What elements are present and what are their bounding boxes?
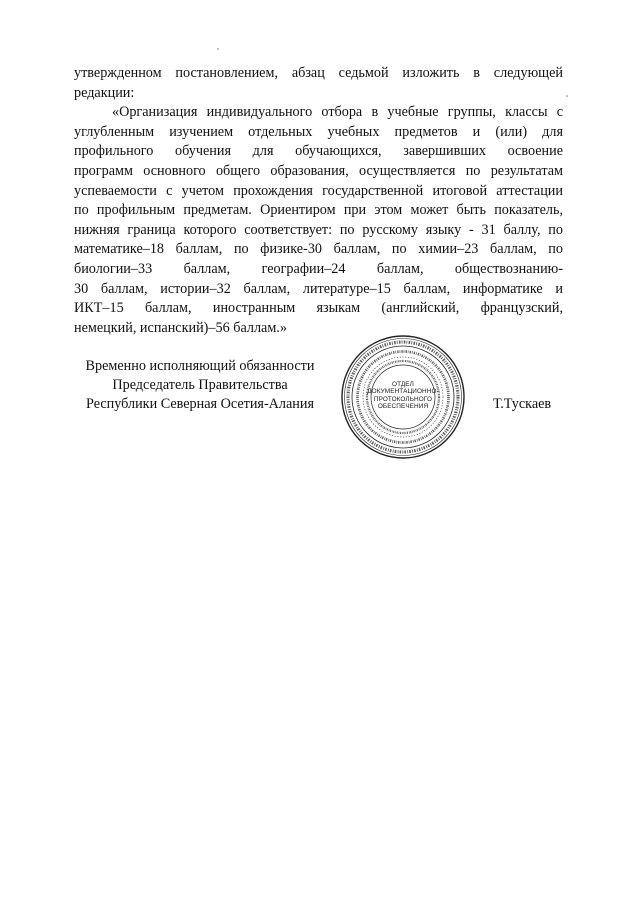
signatory-title	[60, 357, 340, 414]
scan-speck	[566, 95, 568, 97]
signatory-title-line: Председатель Правительства	[112, 377, 288, 393]
text-line: углубленным изучением отдельных учебных предметов и (или) для	[74, 123, 563, 140]
text-line: нижняя граница которого соответствует: по русскому языку - 31 баллу, по	[74, 221, 563, 238]
stamp-text-line: ПРОТОКОЛЬНОГО	[373, 395, 433, 403]
scan-speck	[217, 48, 219, 50]
text-line: «Организация индивидуального отбора в учебные группы, классы с	[112, 104, 563, 121]
text-line: по профильным предметам. Ориентиром при этом может быть показатель,	[74, 202, 563, 219]
text-line: профильного обучения для обучающихся, завершивших освоение	[74, 143, 563, 160]
stamp-text-line: ОБЕСПЕЧЕНИЯ	[377, 403, 429, 411]
official-stamp	[340, 334, 466, 460]
text-line: математике–18 баллам, по физике-30 баллам, по химии–23 баллам, по	[74, 241, 563, 258]
stamp-text-line: ОТДЕЛ	[392, 381, 414, 388]
text-line: редакции:	[74, 84, 135, 101]
signatory-title-line: Республики Северная Осетия-Алания	[85, 396, 314, 412]
text-line: программ основного общего образования, осуществляется по результатам	[74, 162, 563, 179]
stamp-center-text	[340, 381, 466, 411]
text-line: биологии–33 баллам, географии–24 баллам, обществознанию-	[74, 260, 563, 277]
text-line: утвержденном постановлением, абзац седьмой изложить в следующей	[74, 65, 563, 81]
body-text	[74, 64, 563, 338]
text-line: успеваемости с учетом прохождения государственной итоговой аттестации	[74, 182, 563, 199]
text-line: немецкий, испанский)–56 баллам.»	[74, 319, 287, 336]
text-line: ИКТ–15 баллам, иностранным языкам (английский, французский,	[74, 300, 563, 317]
stamp-text-line: ДОКУМЕНТАЦИОННО-	[367, 388, 439, 396]
signatory-title-line: Временно исполняющий обязанности	[85, 358, 315, 374]
text-line: 30 баллам, истории–32 баллам, литературе–15 баллам, информатике и	[74, 280, 563, 297]
signer-name: Т.Тускаев	[493, 396, 552, 412]
